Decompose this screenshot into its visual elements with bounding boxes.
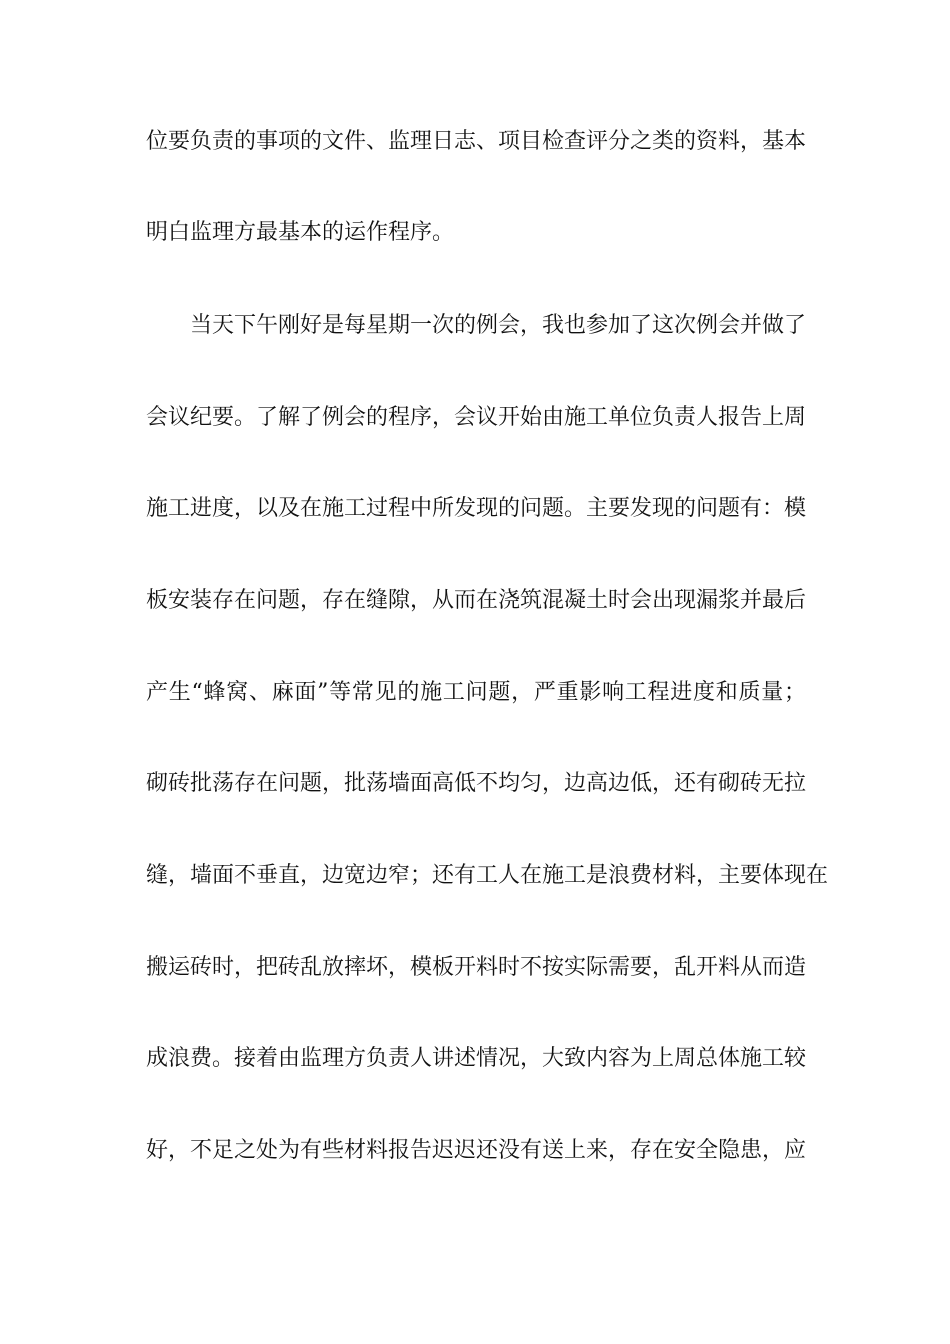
text-line: 位要负责的事项的文件、监理日志、项目检查评分之类的资料，基本 — [146, 129, 807, 154]
text-line: 会议纪要。了解了例会的程序，会议开始由施工单位负责人报告上周 — [146, 405, 807, 430]
text-line: 当天下午刚好是每星期一次的例会，我也参加了这次例会并做了 — [190, 313, 807, 338]
text-line: 成浪费。接着由监理方负责人讲述情况，大致内容为上周总体施工较 — [146, 1046, 807, 1071]
text-line: 施工进度，以及在施工过程中所发现的问题。主要发现的问题有：模 — [146, 496, 807, 521]
text-line: 好，不足之处为有些材料报告迟迟还没有送上来，存在安全隐患，应 — [146, 1138, 807, 1163]
text-line: 搬运砖时，把砖乱放摔坏，模板开料时不按实际需要，乱开料从而造 — [146, 955, 807, 980]
text-line: 板安装存在问题，存在缝隙，从而在浇筑混凝土时会出现漏浆并最后 — [146, 588, 807, 613]
text-line: 砌砖批荡存在问题，批荡墙面高低不均匀，边高边低，还有砌砖无拉 — [146, 771, 807, 796]
text-line: 缝，墙面不垂直，边宽边窄；还有工人在施工是浪费材料，主要体现在 — [146, 863, 829, 888]
text-line: 明白监理方最基本的运作程序。 — [146, 220, 455, 245]
text-line: 产生“蜂窝、麻面”等常见的施工问题，严重影响工程进度和质量； — [146, 680, 806, 705]
